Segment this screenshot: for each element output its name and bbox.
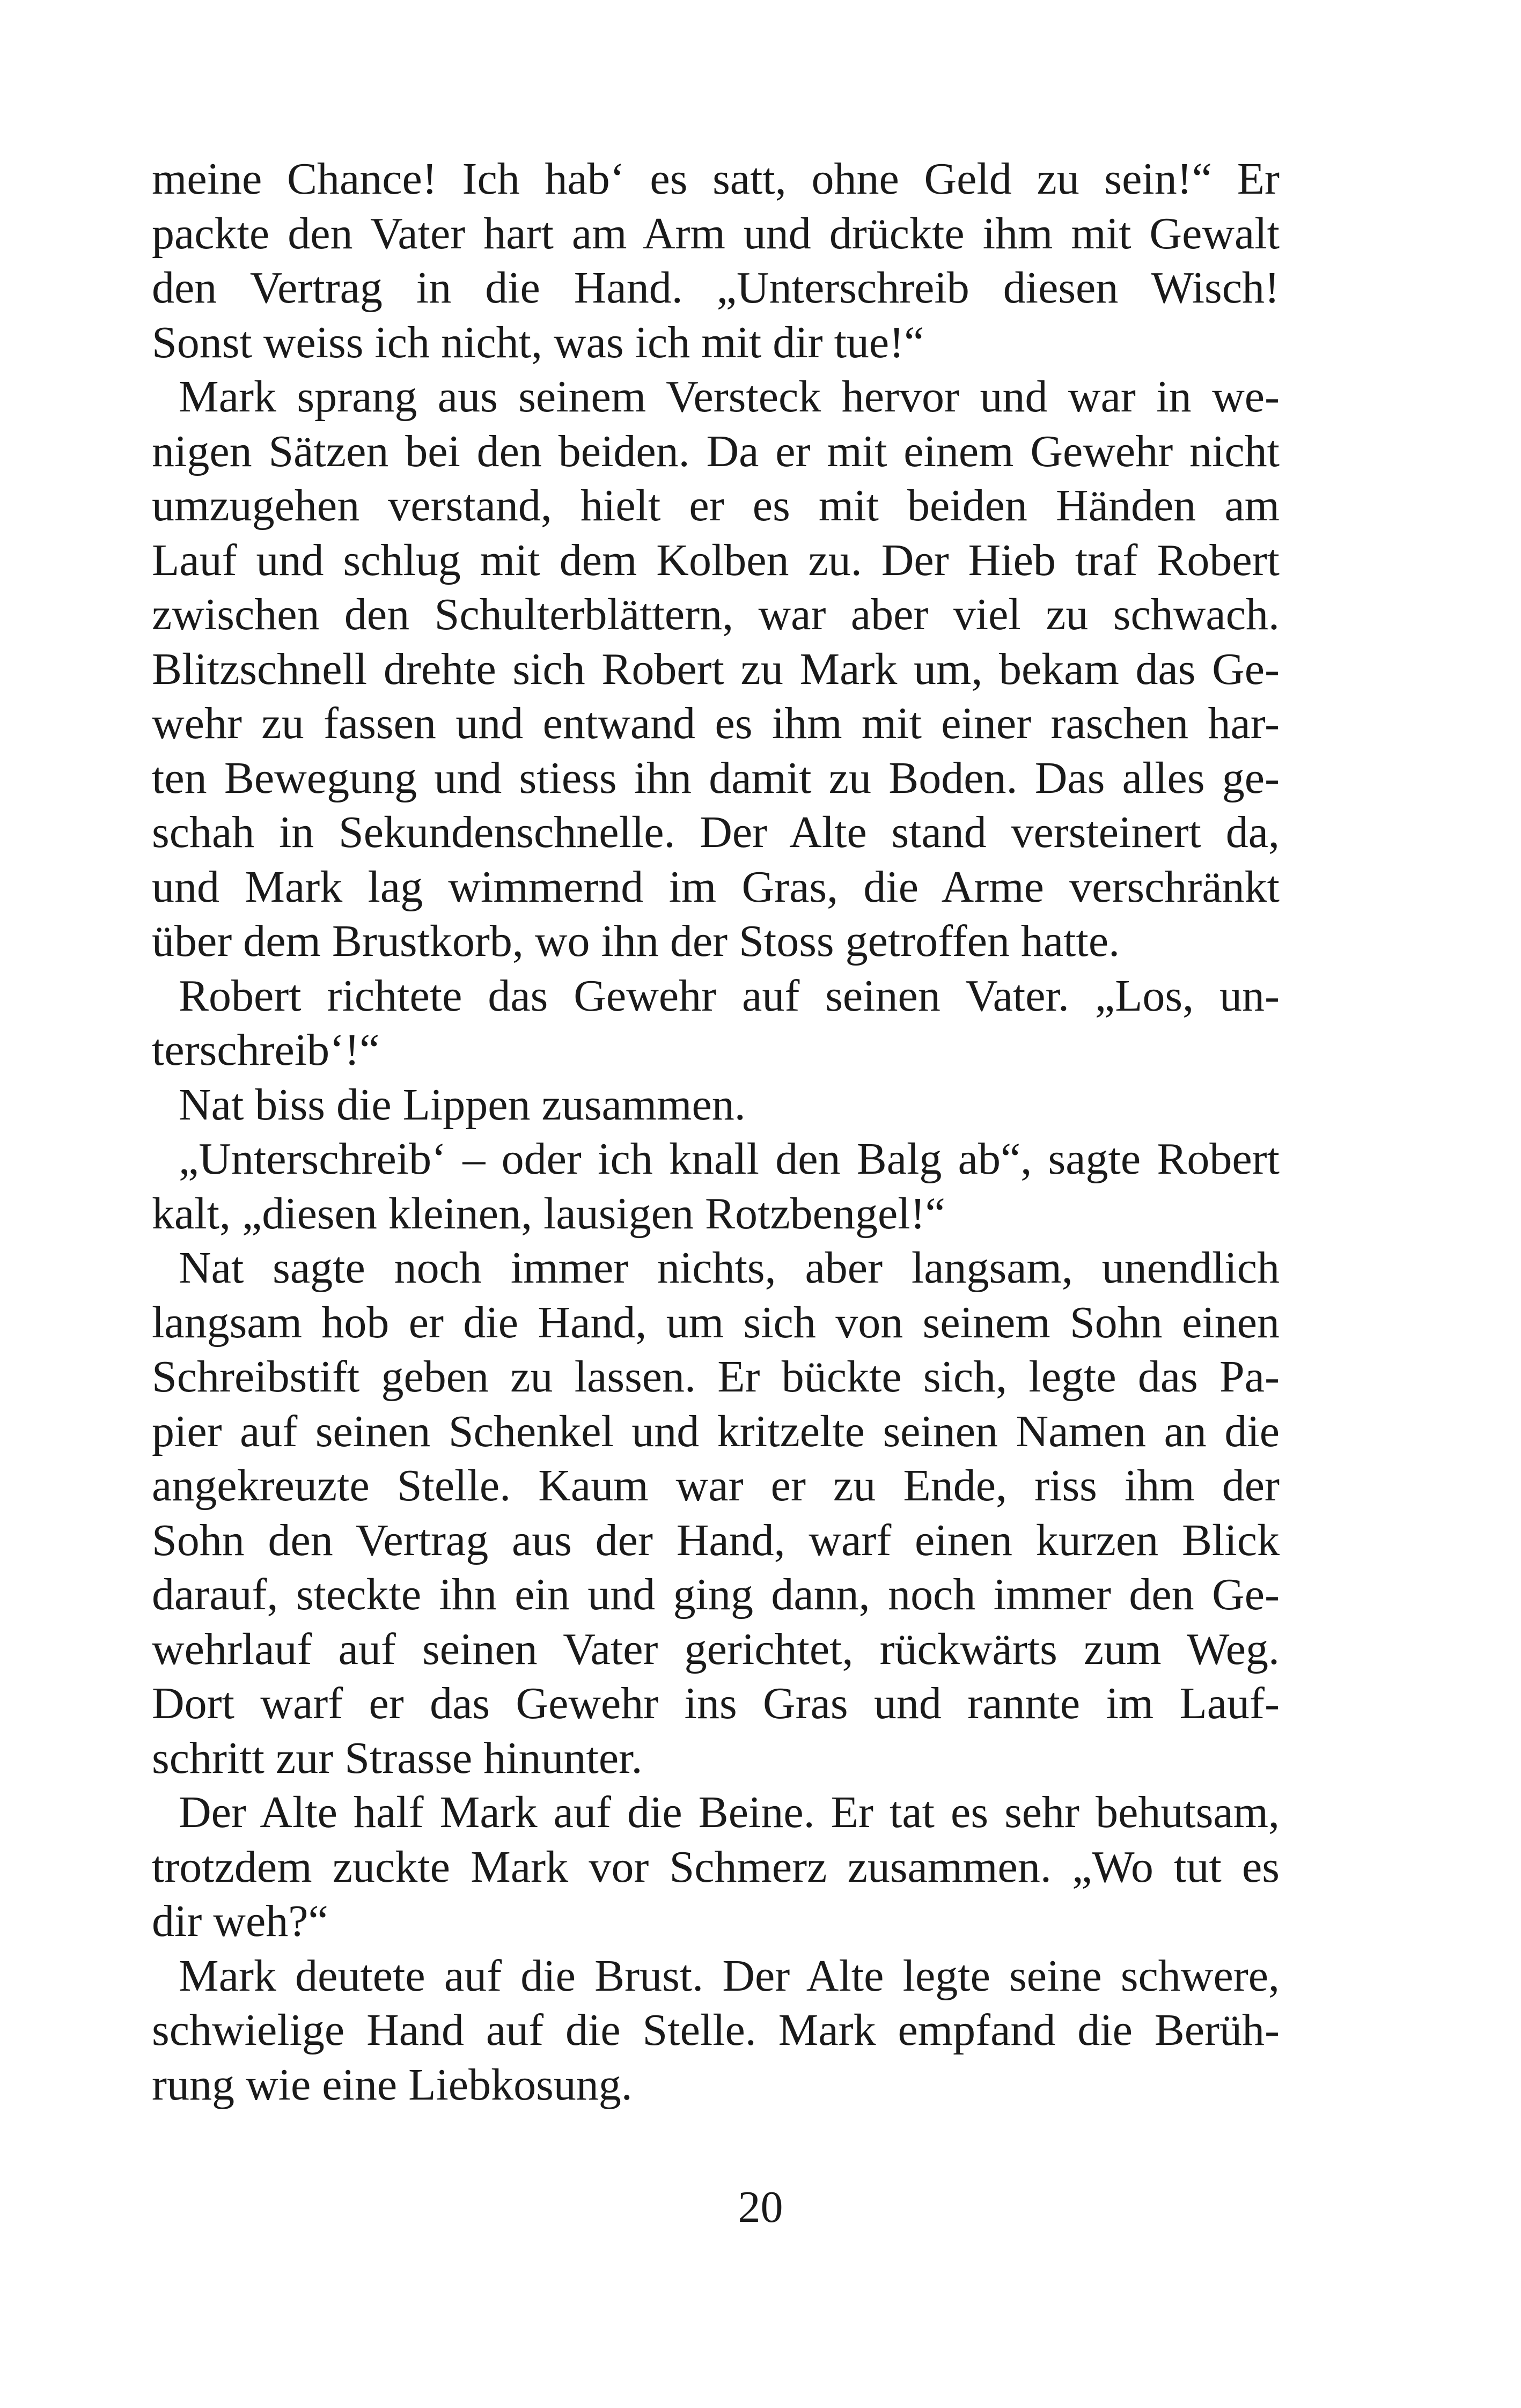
text-line: Nat biss die Lippen zusammen. [179, 1079, 746, 1130]
text-line: dir weh?“ [152, 1896, 328, 1946]
paragraph [152, 1132, 1280, 1241]
text-line: den Vertrag in die Hand. „Unterschreib diesen Wisch! [152, 263, 1280, 313]
paragraph [152, 1241, 1280, 1785]
text-line: Sonst weiss ich nicht, was ich mit dir tue!“ [152, 317, 924, 367]
text-line: über dem Brustkorb, wo ihn der Stoss getroffen hatte. [152, 916, 1120, 966]
text-line: pier auf seinen Schenkel und kritzelte seinen Namen an die [152, 1406, 1280, 1456]
text-line: trotzdem zuckte Mark vor Schmerz zusammen. „Wo tut es [152, 1842, 1280, 1892]
text-line: packte den Vater hart am Arm und drückte ihm mit Gewalt [152, 208, 1280, 259]
text-line: darauf, steckte ihn ein und ging dann, noch immer den Ge- [152, 1570, 1280, 1619]
text-line: meine Chance! Ich hab‘ es satt, ohne Geld zu sein!“ Er [152, 154, 1280, 204]
text-line: umzugehen verstand, hielt er es mit beiden Händen am [152, 481, 1280, 531]
body-text [152, 152, 1280, 2112]
text-line: schah in Sekundenschnelle. Der Alte stand versteinert da, [152, 807, 1280, 857]
text-line: Der Alte half Mark auf die Beine. Er tat es sehr behutsam, [179, 1787, 1280, 1837]
text-line: terschreib‘!“ [152, 1025, 380, 1075]
page-number: 20 [738, 2182, 783, 2232]
paragraph [152, 152, 1280, 370]
text-line: wehrlauf auf seinen Vater gerichtet, rückwärts zum Weg. [152, 1624, 1280, 1674]
text-line: Lauf und schlug mit dem Kolben zu. Der Hieb traf Robert [152, 535, 1280, 585]
paragraph [152, 1785, 1280, 1949]
text-line: zwischen den Schulterblättern, war aber viel zu schwach. [152, 590, 1280, 639]
paragraph [152, 969, 1280, 1078]
text-line: ten Bewegung und stiess ihn damit zu Boden. Das alles ge- [152, 753, 1280, 803]
text-line: Nat sagte noch immer nichts, aber langsam, unendlich [179, 1243, 1280, 1293]
text-line: Schreibstift geben zu lassen. Er bückte sich, legte das Pa- [152, 1352, 1280, 1402]
text-line: Dort warf er das Gewehr ins Gras und rannte im Lauf- [152, 1678, 1280, 1728]
text-line: wehr zu fassen und entwand es ihm mit einer raschen har- [152, 698, 1280, 748]
text-line: Blitzschnell drehte sich Robert zu Mark um, bekam das Ge- [152, 644, 1280, 694]
paragraph [152, 370, 1280, 969]
text-line: Mark deutete auf die Brust. Der Alte legte seine schwere, [179, 1950, 1280, 2001]
paragraph [152, 1078, 1280, 1132]
text-line: und Mark lag wimmernd im Gras, die Arme verschränkt [152, 861, 1280, 912]
text-line: rung wie eine Liebkosung. [152, 2059, 633, 2110]
paragraph [152, 1949, 1280, 2112]
text-line: Sohn den Vertrag aus der Hand, warf einen kurzen Blick [152, 1515, 1280, 1565]
text-line: kalt, „diesen kleinen, lausigen Rotzbengel!“ [152, 1188, 945, 1239]
text-line: Robert richtete das Gewehr auf seinen Vater. „Los, un- [179, 970, 1280, 1021]
text-line: schritt zur Strasse hinunter. [152, 1733, 643, 1783]
text-line: „Unterschreib‘ – oder ich knall den Balg ab“, sagte Robert [179, 1134, 1280, 1184]
text-line: angekreuzte Stelle. Kaum war er zu Ende, riss ihm der [152, 1461, 1280, 1511]
text-line: nigen Sätzen bei den beiden. Da er mit einem Gewehr nicht [152, 426, 1280, 476]
text-line: Mark sprang aus seinem Versteck hervor und war in we- [179, 372, 1280, 422]
text-line: langsam hob er die Hand, um sich von seinem Sohn einen [152, 1297, 1280, 1347]
text-line: schwielige Hand auf die Stelle. Mark empfand die Berüh- [152, 2005, 1280, 2055]
